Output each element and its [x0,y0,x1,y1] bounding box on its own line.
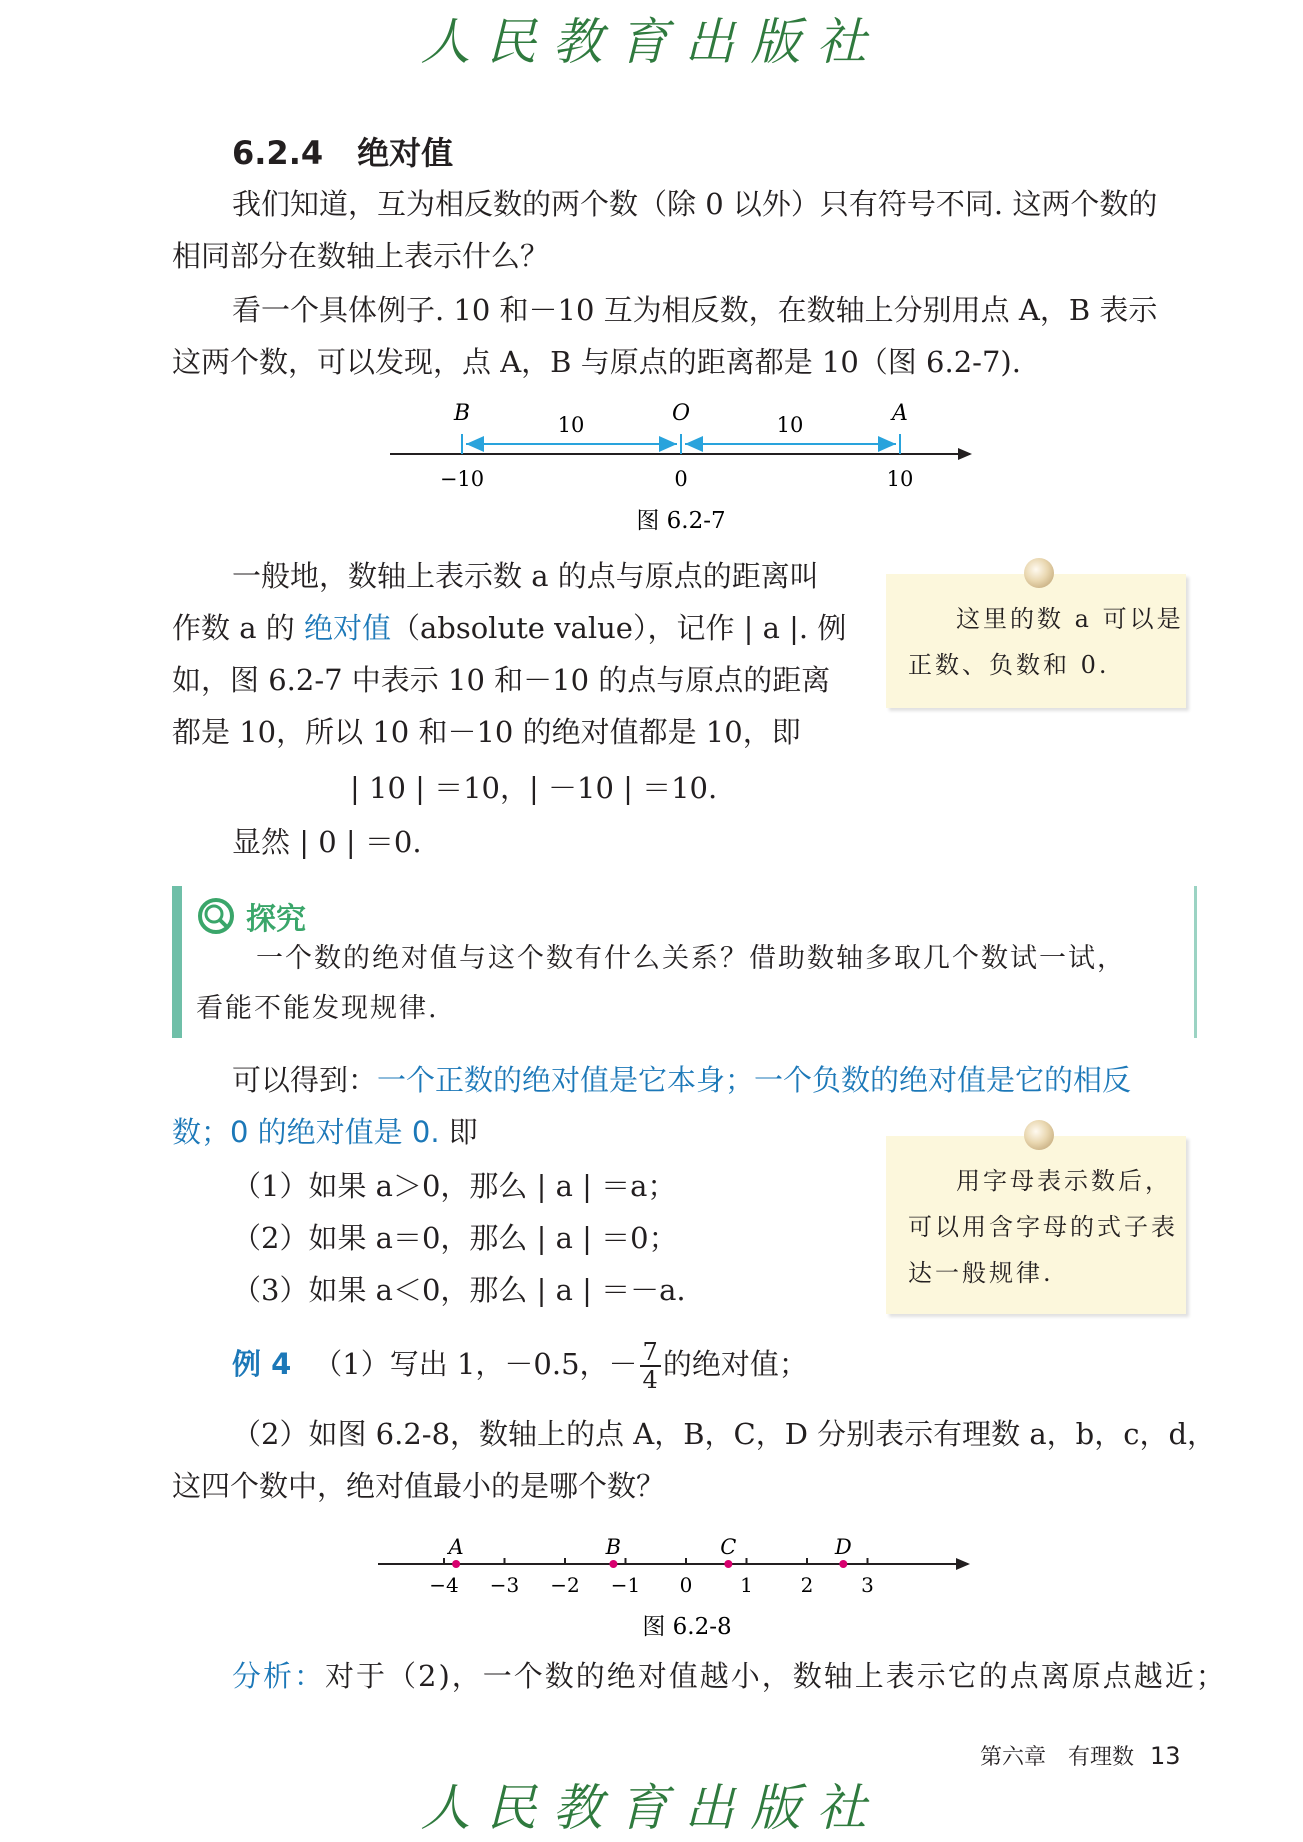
pin-icon [1024,558,1054,588]
page-footer [980,1740,1181,1771]
para2-line2: 这两个数，可以发现，点 A，B 与原点的距离都是 10（图 6.2-7). [172,345,1021,379]
sticky-note-2 [886,1136,1186,1314]
explore-box [172,886,1197,1038]
note2-line1: 用字母表示数后， [956,1167,1172,1195]
pin-icon [1024,1120,1054,1150]
point-label-b: B [605,1535,622,1559]
point-d [839,1560,847,1568]
point-c [724,1560,732,1568]
figure-6-2-7 [380,392,1000,532]
example-part1-a: （1）写出 1，－0.5，－ [313,1347,638,1381]
conclusion-rule1: 一个正数的绝对值是它本身；一个负数的绝对值是它的相反 [377,1063,1132,1097]
term-absolute-value: 绝对值 [303,611,391,645]
label-point-b: B [453,401,471,426]
note2-line3: 达一般规律. [908,1259,1054,1287]
conclusion-tail: 即 [439,1115,478,1149]
definition-obvious: 显然 | 0 | ＝0. [232,825,422,859]
fraction-seven-fourths [640,1339,661,1393]
conclusion-line2 [172,1106,478,1158]
point-label-d: D [834,1535,852,1559]
note1-line1: 这里的数 a 可以是 [956,605,1184,633]
para2-line1: 看一个具体例子. 10 和－10 互为相反数，在数轴上分别用点 A，B 表示 [232,293,1158,327]
tick-label: 2 [800,1573,814,1597]
para1-line2: 相同部分在数轴上表示什么？ [172,239,550,273]
example-label: 例 4 [232,1347,292,1381]
fraction-numerator: 7 [640,1339,661,1367]
definition-line2 [172,602,846,654]
chapter-label: 第六章 有理数 [980,1745,1135,1770]
example4-part1 [232,1330,808,1398]
point-a [452,1560,460,1568]
conclusion-lead: 可以得到： [232,1063,378,1097]
number-line-arrowhead [956,1558,970,1570]
publisher-logo-bottom: 人民教育出版社 [420,1779,883,1837]
analysis-label: 分析： [232,1659,326,1693]
analysis-line [232,1650,1227,1702]
point-label-a: A [448,1535,464,1559]
definition-line2-a: 作数 a 的 [172,611,304,645]
explore-line1: 一个数的绝对值与这个数有什么关系？借助数轴多取几个数试一试， [256,943,1126,974]
point-b [609,1560,617,1568]
explore-title: 探究 [246,902,306,937]
conclusion-case2: （2）如果 a＝0，那么 | a | ＝0； [232,1221,678,1255]
sticky-note-1 [886,574,1186,708]
explore-line2: 看能不能发现规律. [196,993,439,1024]
example-part1-b: 的绝对值； [662,1347,808,1381]
definition-line3: 如，图 6.2-7 中表示 10 和－10 的点与原点的距离 [172,663,831,697]
definition-formula: | 10 | ＝10，| －10 | ＝10. [350,771,718,805]
definition-line4: 都是 10，所以 10 和－10 的绝对值都是 10，即 [172,715,801,749]
label-dist-left: 10 [557,413,585,437]
definition-line2-b: （absolute value），记作 | a |. 例 [390,611,847,645]
para1-line1: 我们知道，互为相反数的两个数（除 0 以外）只有符号不同. 这两个数的 [232,187,1158,221]
explore-icon [196,896,236,936]
tick-label: 1 [740,1573,753,1597]
definition-line1: 一般地，数轴上表示数 a 的点与原点的距离叫 [232,559,819,593]
tick-label: −4 [429,1573,459,1597]
section-name: 绝对值 [357,134,454,172]
point-label-c: C [720,1535,737,1559]
label-dist-right: 10 [776,413,804,437]
tick-label-0: 0 [674,467,688,491]
conclusion-rule2: 数；0 的绝对值是 0. [172,1115,440,1149]
example4-part2-line1: （2）如图 6.2-8，数轴上的点 A，B，C，D 分别表示有理数 a，b，c，d， [232,1417,1217,1451]
note2-line2: 可以用含字母的式子表 [908,1213,1178,1241]
note1-line2: 正数、负数和 0. [908,651,1110,679]
figure2-caption: 图 6.2-8 [642,1614,732,1640]
tick-label: −3 [489,1573,520,1597]
analysis-text: 对于（2)，一个数的绝对值越小，数轴上表示它的点离原点越近； [325,1659,1227,1693]
tick-label: −2 [550,1573,580,1597]
conclusion-line1 [232,1054,1131,1106]
conclusion-case3: （3）如果 a＜0，那么 | a | ＝－a. [232,1273,686,1307]
number-line-arrowhead [958,448,972,460]
page-number: 13 [1150,1742,1181,1770]
conclusion-case1: （1）如果 a＞0，那么 | a | ＝a； [232,1169,677,1203]
tick-label: −1 [610,1573,641,1597]
figure-6-2-8 [370,1530,990,1640]
example4-part2-line2: 这四个数中，绝对值最小的是哪个数？ [172,1469,666,1503]
label-point-o: O [671,401,691,426]
fraction-denominator: 4 [642,1366,658,1394]
publisher-logo-top: 人民教育出版社 [420,13,883,71]
label-point-a: A [892,401,908,426]
tick-label-neg10: −10 [439,467,485,491]
tick-label-10: 10 [886,467,914,491]
tick-label: 3 [861,1573,874,1597]
tick-label: 0 [679,1573,693,1597]
section-number: 6.2.4 [232,134,324,172]
section-title [232,128,453,174]
figure1-caption: 图 6.2-7 [636,508,726,532]
